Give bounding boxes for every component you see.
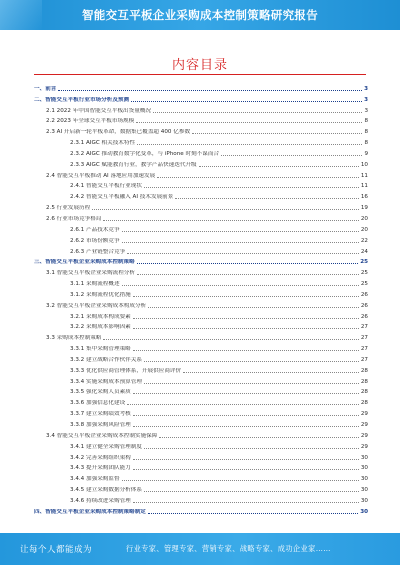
header-decoration: [0, 0, 42, 30]
toc-entry[interactable]: [34, 483, 368, 494]
toc-entry[interactable]: [34, 104, 368, 115]
toc-chapter-entry[interactable]: [34, 82, 368, 93]
toc-chapter-entry[interactable]: [34, 256, 368, 267]
toc-leader-dots: [192, 133, 362, 134]
toc-leader-dots: [137, 144, 362, 145]
footer-slogan: 让每个人都能成为: [19, 545, 92, 555]
toc-entry-label: 四、智能交互平板企业采购成本控制策略制定: [34, 508, 146, 515]
toc-entry-label: 2.4 智能交互平板推动 AI 落地应用加速发展: [46, 172, 156, 179]
toc-entry[interactable]: [34, 386, 368, 397]
toc-page-number: 27: [360, 356, 368, 363]
toc-page-number: 11: [360, 183, 368, 190]
toc-page-number: 29: [360, 411, 368, 418]
report-title: 智能交互平板企业采购成本控制策略研究报告: [82, 8, 318, 22]
toc-entry-label: 3.3.6 加强信息化建设: [70, 400, 126, 407]
toc-leader-dots: [122, 480, 359, 481]
toc-entry[interactable]: [34, 147, 368, 158]
toc-chapter-entry[interactable]: [34, 505, 368, 516]
toc-page-number: 26: [360, 302, 368, 309]
toc-leader-dots: [136, 122, 362, 123]
toc-leader-dots: [122, 242, 359, 243]
toc-entry-label: 3.4.5 建立采购数据分析体系: [70, 487, 142, 494]
toc-page-number: 10: [360, 161, 368, 168]
toc-page-number: 20: [360, 226, 368, 233]
toc-page-number: 30: [360, 497, 368, 504]
toc-leader-dots: [144, 361, 359, 362]
toc-leader-dots: [131, 101, 362, 102]
toc-page-number: 22: [360, 237, 368, 244]
toc-leader-dots: [144, 448, 359, 449]
toc-entry-label: 2.3.1 AIGC 相关技术特性: [70, 140, 136, 147]
toc-page-number: 11: [360, 172, 368, 179]
toc-page-number: 9: [364, 150, 368, 157]
toc-leader-dots: [122, 285, 359, 286]
toc-leader-dots: [175, 198, 359, 199]
toc-heading: 内容目录: [171, 58, 228, 73]
toc-entry-label: 3.4.3 提升采购团队能力: [70, 465, 131, 472]
toc-entry[interactable]: [34, 158, 368, 169]
toc-entry[interactable]: [34, 190, 368, 201]
toc-entry-label: 3.2 智能交互平板企业采购成本构成分析: [46, 302, 147, 309]
toc-entry[interactable]: [34, 331, 368, 342]
toc-entry[interactable]: [34, 321, 368, 332]
toc-leader-dots: [58, 90, 362, 91]
toc-entry[interactable]: [34, 277, 368, 288]
toc-entry[interactable]: [34, 201, 368, 212]
toc-entry-label: 2.5 行业发展历程: [46, 205, 91, 212]
toc-page-number: 19: [360, 205, 368, 212]
toc-leader-dots: [133, 328, 359, 329]
toc-entry-label: 3.3.1 集中采购管理策略: [70, 346, 131, 353]
toc-page-number: 28: [360, 367, 368, 374]
toc-entry-label: 3.1.2 采购流程优化措施: [70, 291, 131, 298]
toc-leader-dots: [133, 296, 359, 297]
toc-entry-label: 3.4.4 加强采购监督: [70, 476, 120, 483]
toc-entry-label: 2.3.3 AIGC 赋能教育行业，教学产品快速迭代升级: [70, 161, 197, 168]
toc-entry-label: 3.3.2 建立战略合作伙伴关系: [70, 356, 142, 363]
toc-entry[interactable]: [34, 451, 368, 462]
toc-entry[interactable]: [34, 180, 368, 191]
toc-entry-label: 3.4.6 持续改进采购管理: [70, 497, 131, 504]
toc-leader-dots: [148, 513, 358, 514]
toc-entry[interactable]: [34, 472, 368, 483]
toc-entry-label: 2.6.1 产品技术竞争: [70, 226, 120, 233]
toc-entry-label: 2.4.2 智能交互平板融入 AI 技术发展前景: [70, 194, 174, 201]
toc-leader-dots: [133, 502, 359, 503]
toc-page-number: 28: [360, 378, 368, 385]
toc-entry[interactable]: [34, 310, 368, 321]
report-header-bar: [0, 0, 400, 30]
toc-entry-label: 3.3.5 强化采购人员素质: [70, 389, 131, 396]
toc-leader-dots: [148, 307, 359, 308]
toc-page-number: 28: [360, 400, 368, 407]
toc-entry-label: 3.3.4 实施采购成本预算管理: [70, 378, 142, 385]
toc-leader-dots: [133, 459, 359, 460]
toc-entry-label: 3.4.2 完善采购组织架构: [70, 454, 131, 461]
toc-page-number: 26: [360, 291, 368, 298]
toc-entry[interactable]: [34, 429, 368, 440]
toc-page-number: 25: [360, 259, 368, 266]
toc-page-number: 3: [364, 107, 368, 114]
toc-entry[interactable]: [34, 407, 368, 418]
toc-entry-label: 3.1 智能交互平板企业采购流程分析: [46, 270, 135, 277]
toc-page-number: 25: [360, 281, 368, 288]
toc-entry-label: 一、前言: [34, 85, 57, 92]
toc-entry[interactable]: [34, 223, 368, 234]
toc-entry[interactable]: [34, 288, 368, 299]
toc-page-number: 20: [360, 215, 368, 222]
toc-entry[interactable]: [34, 299, 368, 310]
toc-entry-label: 2.2 2023 年全球交互平板市场规模: [46, 118, 135, 125]
toc-leader-dots: [133, 350, 359, 351]
toc-entry[interactable]: [34, 353, 368, 364]
toc-leader-dots: [103, 339, 358, 340]
toc-entry-label: 2.3.2 AIGC 推动教育数字化变革，与 iPhone 时刻不谋而合: [70, 150, 220, 157]
toc-entry[interactable]: [34, 440, 368, 451]
toc-entry[interactable]: [34, 396, 368, 407]
toc-entry[interactable]: [34, 462, 368, 473]
toc-leader-dots: [199, 166, 359, 167]
toc-entry-label: 2.3 AI 开启新一轮平板革命，数据集已覆盖超 400 亿参数: [46, 129, 191, 136]
toc-page-number: 27: [360, 335, 368, 342]
footer-bar: [0, 533, 400, 565]
toc-entry[interactable]: [34, 494, 368, 505]
toc-divider: [34, 74, 366, 75]
toc-page-number: 8: [364, 118, 368, 125]
toc-page-number: 8: [364, 129, 368, 136]
toc-entry-label: 三、智能交互平板企业采购成本控制策略: [34, 259, 135, 266]
table-of-contents: [34, 82, 368, 516]
toc-entry[interactable]: [34, 342, 368, 353]
toc-entry-label: 2.4.1 智能交互平板行业现状: [70, 183, 142, 190]
toc-entry[interactable]: [34, 115, 368, 126]
toc-leader-dots: [159, 437, 359, 438]
toc-page-number: 26: [360, 313, 368, 320]
toc-page-number: 3: [364, 96, 368, 103]
toc-entry-label: 2.6.2 市场份额竞争: [70, 237, 120, 244]
toc-entry[interactable]: [34, 364, 368, 375]
toc-entry-label: 二、智能交互平板行业市场分析及预测: [34, 96, 130, 103]
toc-leader-dots: [133, 415, 359, 416]
toc-page-number: 29: [360, 443, 368, 450]
toc-leader-dots: [133, 469, 359, 470]
toc-page-number: 30: [360, 508, 368, 515]
toc-leader-dots: [144, 491, 359, 492]
toc-entry-label: 3.3.3 优化供应商管理体系，开展供应商评价: [70, 367, 182, 374]
toc-entry-label: 2.1 2022 年中国智能交互平板出货量概况: [46, 107, 152, 114]
toc-leader-dots: [127, 404, 359, 405]
toc-leader-dots: [133, 318, 359, 319]
toc-leader-dots: [127, 253, 359, 254]
toc-page-number: 27: [360, 324, 368, 331]
toc-entry-label: 3.1.1 采购流程概述: [70, 281, 120, 288]
toc-leader-dots: [144, 383, 359, 384]
toc-leader-dots: [133, 426, 359, 427]
toc-chapter-entry[interactable]: [34, 93, 368, 104]
toc-page-number: 30: [360, 465, 368, 472]
toc-leader-dots: [157, 177, 359, 178]
toc-page-number: 25: [360, 270, 368, 277]
toc-entry[interactable]: [34, 125, 368, 136]
toc-leader-dots: [221, 155, 362, 156]
toc-leader-dots: [122, 231, 359, 232]
toc-entry[interactable]: [34, 136, 368, 147]
toc-leader-dots: [144, 187, 359, 188]
toc-leader-dots: [137, 274, 359, 275]
toc-page-number: 3: [364, 85, 368, 92]
toc-entry[interactable]: [34, 266, 368, 277]
footer-expert-list: 行业专家、管理专家、营销专家、战略专家、成功企业家……: [126, 544, 331, 553]
toc-leader-dots: [92, 209, 359, 210]
toc-page-number: 24: [360, 248, 368, 255]
toc-page-number: 30: [360, 487, 368, 494]
toc-leader-dots: [133, 393, 359, 394]
toc-entry[interactable]: [34, 212, 368, 223]
toc-leader-dots: [103, 220, 358, 221]
toc-entry[interactable]: [34, 418, 368, 429]
toc-entry[interactable]: [34, 245, 368, 256]
toc-page-number: 29: [360, 432, 368, 439]
toc-entry-label: 2.6 行业市场竞争格局: [46, 215, 102, 222]
toc-leader-dots: [153, 112, 362, 113]
toc-page-number: 8: [364, 140, 368, 147]
toc-entry[interactable]: [34, 234, 368, 245]
toc-page-number: 28: [360, 389, 368, 396]
toc-entry-label: 3.4 智能交互平板企业采购成本控制实施保障: [46, 432, 158, 439]
toc-entry-label: 2.6.3 产业链整合竞争: [70, 248, 126, 255]
toc-entry-label: 3.2.1 采购成本构成要素: [70, 313, 131, 320]
toc-leader-dots: [137, 263, 359, 264]
toc-entry[interactable]: [34, 375, 368, 386]
toc-entry-label: 3.3.7 建立采购绩效考核: [70, 411, 131, 418]
toc-page-number: 27: [360, 346, 368, 353]
toc-entry-label: 3.4.1 建立健全采购管理制度: [70, 443, 142, 450]
toc-page-number: 30: [360, 454, 368, 461]
toc-page-number: 16: [360, 194, 368, 201]
toc-entry-label: 3.3.8 加强采购风险管理: [70, 422, 131, 428]
toc-page-number: 29: [360, 422, 368, 428]
toc-entry-label: 3.3 采购成本控制策略: [46, 335, 102, 342]
toc-leader-dots: [183, 372, 359, 373]
toc-page-number: 30: [360, 476, 368, 483]
toc-entry[interactable]: [34, 169, 368, 180]
toc-entry-label: 3.2.2 采购成本影响因素: [70, 324, 131, 331]
